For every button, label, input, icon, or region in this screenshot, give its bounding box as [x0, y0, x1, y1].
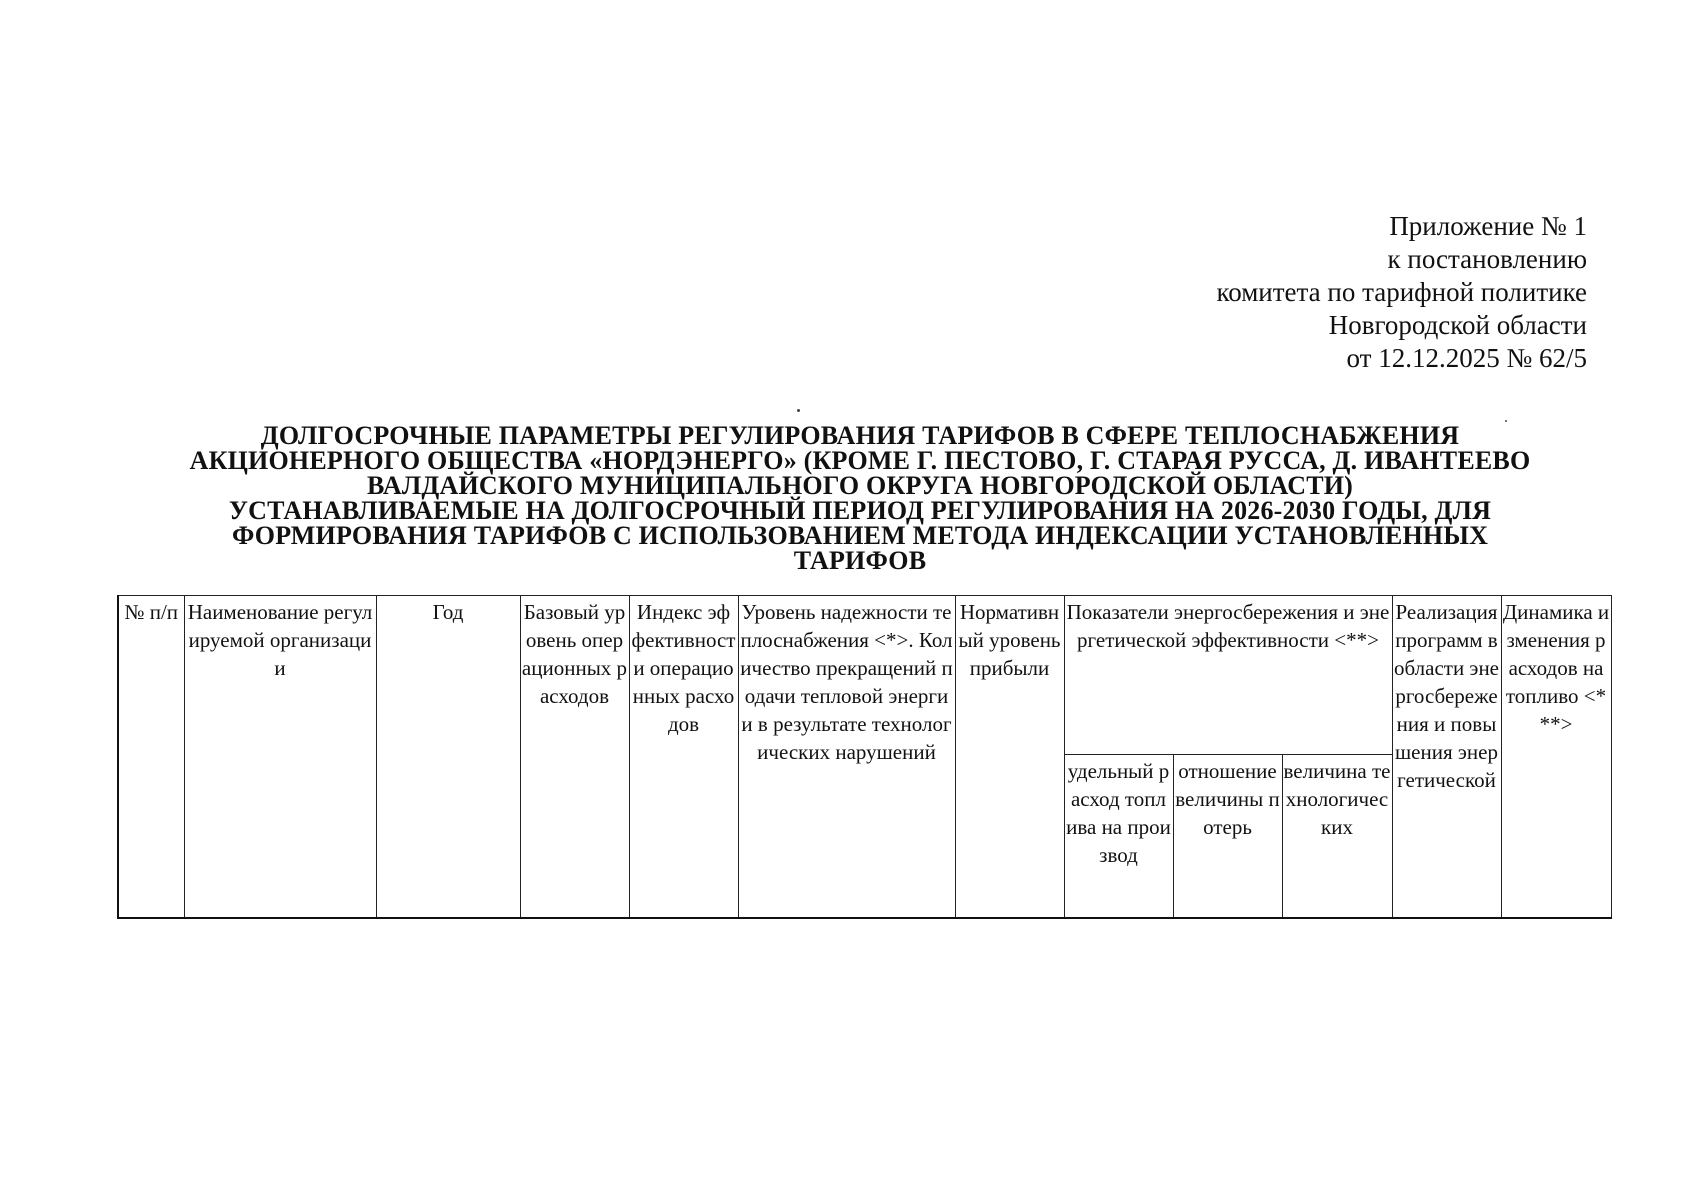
subheader-tech-value: величина технологических [1282, 755, 1392, 919]
header-organization: Наименование регулируемой организации [184, 596, 376, 919]
title-line: АКЦИОНЕРНОГО ОБЩЕСТВА «НОРДЭНЕРГО» (КРОМЕ Г. ПЕСТОВО, Г. СТАРАЯ РУССА, Д. ИВАНТЕЕВО [189, 446, 1531, 475]
scan-speck [1505, 420, 1507, 422]
document-title [110, 423, 1610, 573]
subheader-fuel-rate: удельный расход топлива на производ [1064, 755, 1173, 919]
header-program: Реализация программ в области энергосбережения и повышения энергетической [1392, 596, 1501, 919]
header-fuel-dynamics: Динамика изменения расходов на топливо <***> [1501, 596, 1611, 919]
scan-speck [797, 409, 800, 412]
appendix-line: к постановлению [1387, 244, 1587, 274]
appendix-line: комитета по тарифной политике [1216, 277, 1587, 307]
header-number: № п/п [118, 596, 184, 919]
appendix-block [1216, 210, 1587, 375]
appendix-line: от 12.12.2025 № 62/5 [1346, 343, 1587, 373]
title-line: ВАЛДАЙСКОГО МУНИЦИПАЛЬНОГО ОКРУГА НОВГОРОДСКОЙ ОБЛАСТИ) [366, 471, 1354, 500]
title-line: ДОЛГОСРОЧНЫЕ ПАРАМЕТРЫ РЕГУЛИРОВАНИЯ ТАРИФОВ В СФЕРЕ ТЕПЛОСНАБЖЕНИЯ [260, 421, 1460, 450]
appendix-line: Новгородской области [1328, 310, 1587, 340]
appendix-line: Приложение № 1 [1389, 211, 1587, 241]
header-reliability: Уровень надежности теплоснабжения <*>. Количество прекращений подачи тепловой энергии в результате технологических нарушений [738, 596, 955, 919]
header-efficiency-index: Индекс эффективности операционных расходов [629, 596, 738, 919]
subheader-loss-ratio: отношение величины потерь [1173, 755, 1282, 919]
title-line: ФОРМИРОВАНИЯ ТАРИФОВ С ИСПОЛЬЗОВАНИЕМ МЕТОДА ИНДЕКСАЦИИ УСТАНОВЛЕННЫХ [231, 521, 1489, 550]
parameters-table [117, 595, 1612, 919]
header-energy-indicators: Показатели энергосбережения и энергетической эффективности <**> [1064, 596, 1392, 755]
title-line: УСТАНАВЛИВАЕМЫЕ НА ДОЛГОСРОЧНЫЙ ПЕРИОД РЕГУЛИРОВАНИЯ НА 2026-2030 ГОДЫ, ДЛЯ [228, 496, 1492, 525]
header-profit: Нормативный уровень прибыли [955, 596, 1064, 919]
header-base-opex: Базовый уровень операционных расходов [520, 596, 629, 919]
header-year: Год [376, 596, 520, 919]
title-line: ТАРИФОВ [793, 546, 927, 575]
